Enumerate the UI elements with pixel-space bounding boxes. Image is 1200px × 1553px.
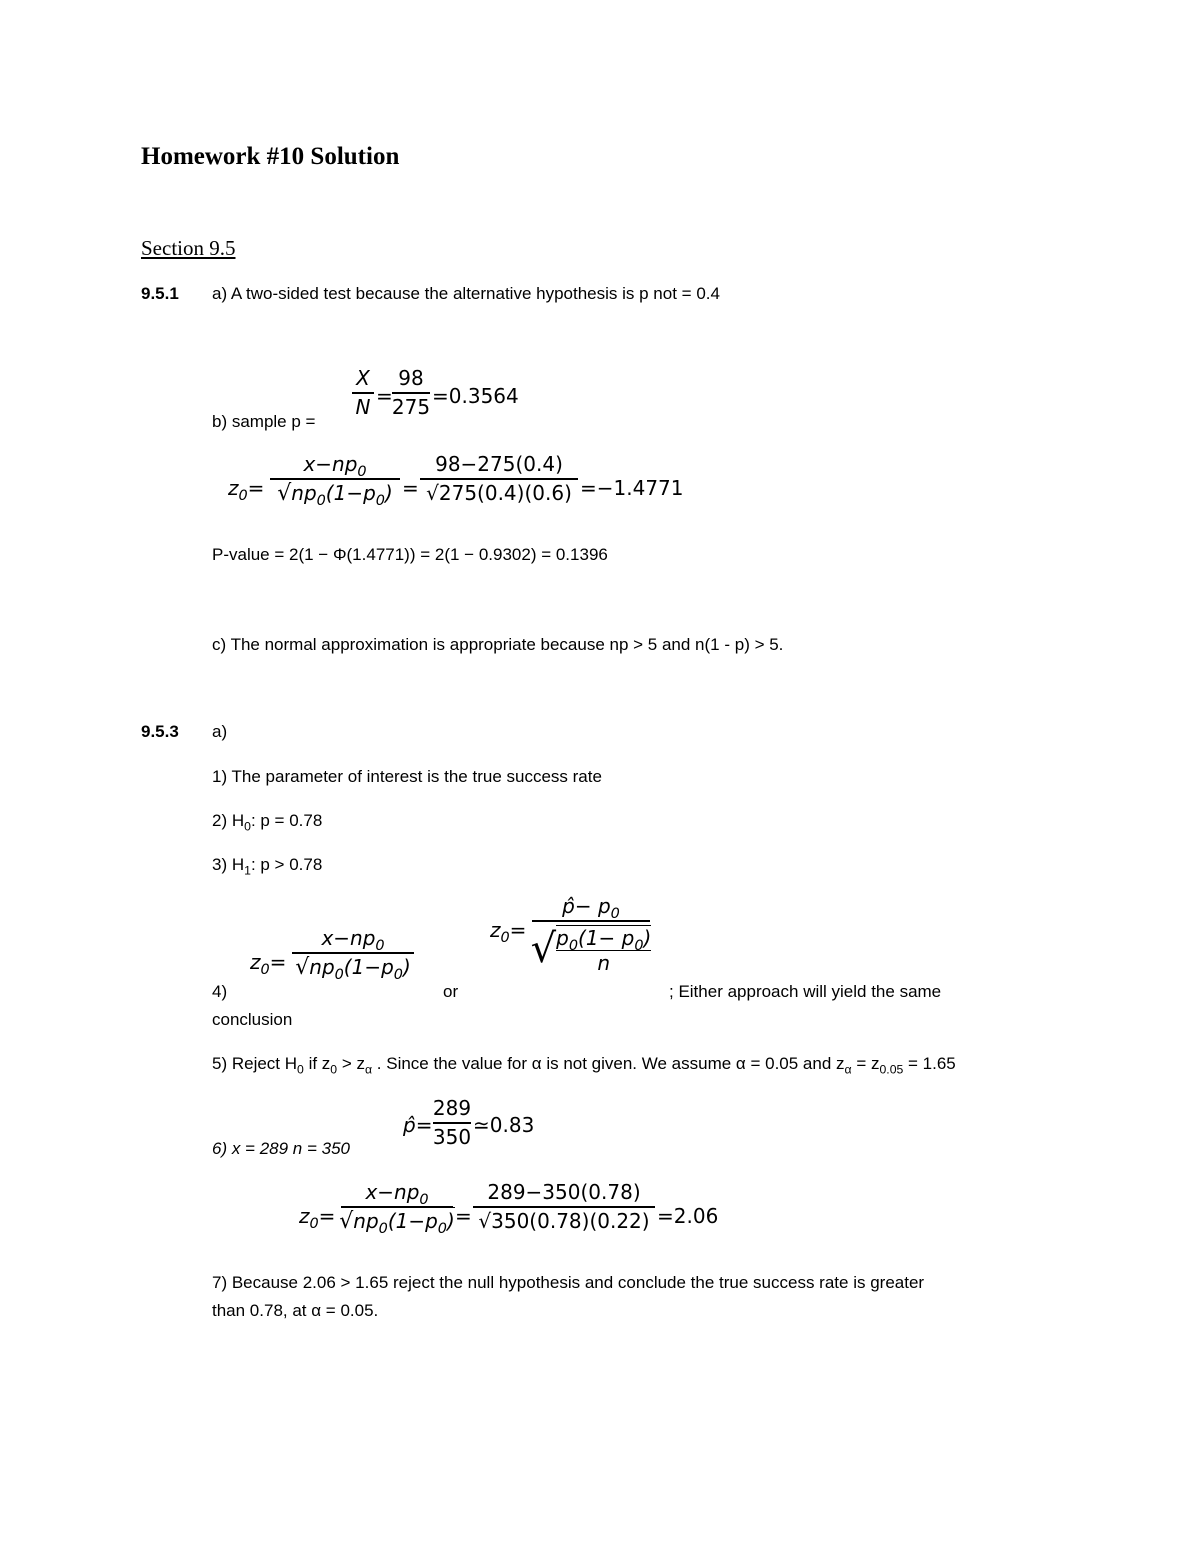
- p-hat-den: 350: [432, 1125, 472, 1149]
- z0-equation-9-5-3: $z_0=$ $x-np_0$ $√np_0(1-p_0)$ = 289−350(0.78) √350(0.78)(0.22) =2.06: [299, 1180, 719, 1238]
- z0-equation-9-5-1: $z_0=$ $x-np_0$ $√np_0(1-p_0)$ = 98−275(0.4) √275(0.4)(0.6) =−1.4771: [228, 452, 684, 510]
- step-6: 6) x = 289 n = 350: [212, 1139, 350, 1158]
- step-1: 1) The parameter of interest is the true success rate: [212, 767, 602, 786]
- step-4-tail-2: conclusion: [212, 1010, 293, 1029]
- frac-den-275: 275: [391, 395, 431, 419]
- z0-den-substituted: √275(0.4)(0.6): [426, 481, 572, 505]
- answer-9-5-1-b-label: b) sample p =: [212, 412, 316, 431]
- p-hat-result: ≃0.83: [473, 1113, 535, 1137]
- problem-number-9-5-3: 9.5.3: [141, 722, 179, 741]
- frac-den-n: N: [355, 395, 371, 419]
- step-5: 5) Reject $H_0$ if $z_0 > z_\alpha$ . Since the value for α is not given. We assume α = 0.05 and $z_\alpha = z_{0.05} = 1.65$: [212, 1054, 956, 1077]
- step-4-label: 4): [212, 982, 228, 1001]
- step-2: 2) $H_0$: p = 0.78: [212, 811, 323, 834]
- step-4-or: or: [443, 982, 459, 1001]
- step-7-line-1: 7) Because 2.06 > 1.65 reject the null hypothesis and conclude the true success rate is greater: [212, 1273, 925, 1292]
- z0-formula-proportion: $z_0=$ p̂− $p_0$ √ $p_0(1- p_0)$ n: [490, 894, 652, 975]
- z0-result: =−1.4771: [580, 476, 684, 500]
- z0-num-substituted: 98−275(0.4): [435, 452, 563, 476]
- p-hat-equation: p̂= 289 350 ≃0.83: [403, 1096, 535, 1149]
- p-hat-num: 289: [432, 1096, 472, 1120]
- answer-9-5-1-c: c) The normal approximation is appropriate because np > 5 and n(1 - p) > 5.: [212, 635, 784, 654]
- sample-p-result: =0.3564: [432, 384, 519, 408]
- step-7-line-2: than 0.78, at α = 0.05.: [212, 1301, 379, 1320]
- answer-9-5-3-a: a): [212, 722, 228, 741]
- p-value-line: P-value = 2(1 − Φ(1.4771)) = 2(1 − 0.9302) = 0.1396: [212, 545, 608, 564]
- frac-num-x: X: [356, 366, 370, 390]
- z0-formula-count: $z_0=$ $x-np_0$ $√np_0(1-p_0)$: [250, 928, 420, 998]
- section-heading: Section 9.5: [141, 236, 236, 260]
- answer-9-5-1-a: a) A two-sided test because the alternative hypothesis is p not = 0.4: [212, 284, 720, 303]
- z6-den-substituted: √350(0.78)(0.22): [478, 1209, 650, 1233]
- page-title: Homework #10 Solution: [141, 143, 400, 170]
- frac-num-98: 98: [398, 366, 424, 390]
- sample-p-equation: X N = 98 275 =0.3564: [350, 368, 550, 428]
- z6-result: =2.06: [657, 1204, 719, 1228]
- step-3: 3) $H_1$: p > 0.78: [212, 855, 323, 878]
- step-4-tail: ; Either approach will yield the same: [669, 982, 942, 1001]
- z6-num-substituted: 289−350(0.78): [487, 1180, 641, 1204]
- problem-number-9-5-1: 9.5.1: [141, 284, 179, 303]
